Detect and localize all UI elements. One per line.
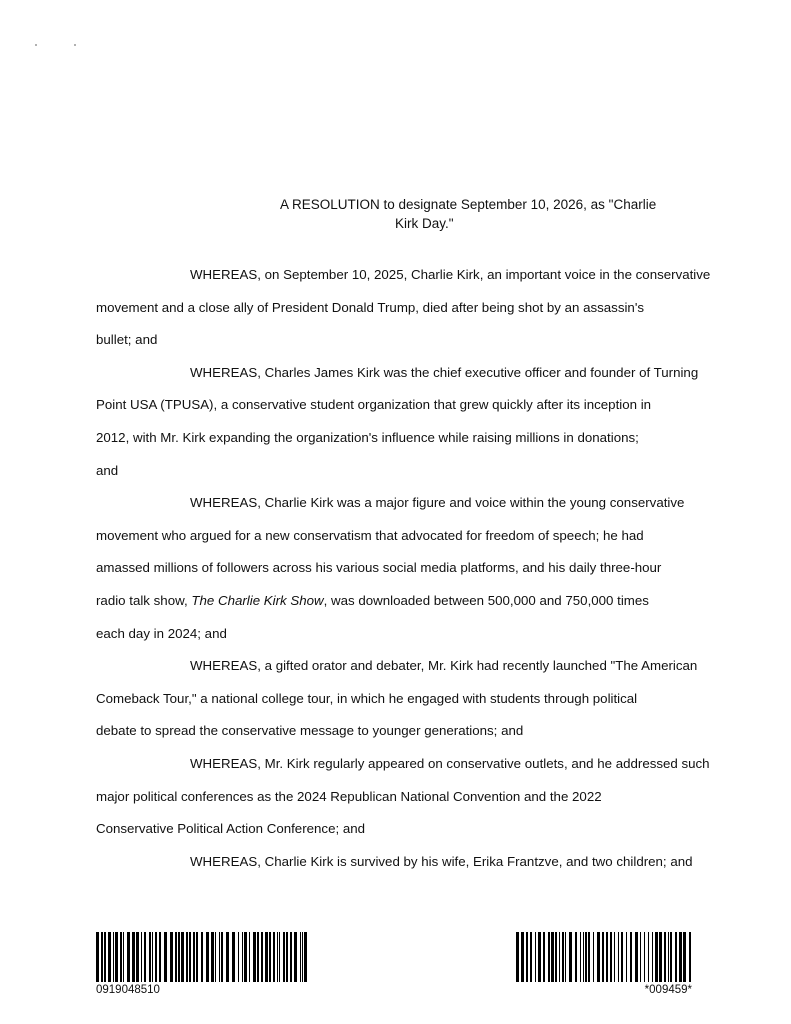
barcode-bar (181, 932, 184, 982)
barcode-bar (279, 932, 280, 982)
barcode-bar (261, 932, 263, 982)
text-line: WHEREAS, Charlie Kirk was a major figure and voice within the young conservative (190, 495, 685, 511)
barcode-bar (149, 932, 151, 982)
barcode-bar (551, 932, 554, 982)
barcode-bar (294, 932, 297, 982)
text-line: Comeback Tour," a national college tour, in which he engaged with students through political (96, 690, 638, 706)
barcode-bar (597, 932, 600, 982)
barcode-bar (269, 932, 271, 982)
barcode-bar (170, 932, 173, 982)
barcode-bar (141, 932, 142, 982)
barcode-bar (626, 932, 627, 982)
barcode-bar (277, 932, 278, 982)
barcode-right (516, 932, 692, 997)
text-line: each day in 2024; and (96, 625, 227, 641)
scan-speck (74, 44, 76, 46)
text-line: debate to spread the conservative message to younger generations; and (96, 723, 524, 739)
barcode-bar (521, 932, 524, 982)
barcode-bar (585, 932, 587, 982)
barcode-bar (606, 932, 608, 982)
barcode-bar (562, 932, 564, 982)
barcode-bar (538, 932, 541, 982)
barcode-bar (683, 932, 686, 982)
barcode-bar (96, 932, 99, 982)
barcode-bar (206, 932, 209, 982)
barcode-bar (300, 932, 301, 982)
barcode-bar (655, 932, 658, 982)
barcode-bar (516, 932, 519, 982)
barcode-bar (226, 932, 229, 982)
barcode-bar (569, 932, 572, 982)
barcode-icon (516, 932, 692, 982)
text-line: amassed millions of followers across his various social media platforms, and his daily three-hour (96, 560, 662, 576)
barcode-bar (152, 932, 153, 982)
barcode-bar (614, 932, 615, 982)
barcode-bar (644, 932, 645, 982)
barcode-bar (178, 932, 180, 982)
whereas-paragraph (96, 487, 706, 650)
text-line: WHEREAS, a gifted orator and debater, Mr. Kirk had recently launched "The American (190, 658, 698, 674)
barcode-bar (593, 932, 594, 982)
resolution-body (96, 259, 711, 878)
barcode-bar (113, 932, 114, 982)
text-line: bullet; and (96, 332, 158, 348)
title-line-1: A RESOLUTION to designate September 10, 2026, as "Charlie (280, 197, 657, 212)
text-segment: radio talk show, (96, 592, 192, 608)
barcode-bar (635, 932, 638, 982)
barcode-bar (232, 932, 235, 982)
barcode-bar (548, 932, 550, 982)
text-line: WHEREAS, Charles James Kirk was the chief executive officer and founder of Turning (190, 364, 699, 380)
barcode-bar (273, 932, 275, 982)
barcode-bar (186, 932, 188, 982)
barcode-bar (610, 932, 612, 982)
barcode-left (96, 932, 308, 997)
barcode-number: 0919048510 (96, 984, 160, 996)
barcode-bar (253, 932, 256, 982)
barcode-bar (108, 932, 111, 982)
barcode-bar (286, 932, 288, 982)
barcode-bar (664, 932, 666, 982)
barcode-bar (242, 932, 243, 982)
barcode-bar (304, 932, 307, 982)
barcode-bar (290, 932, 292, 982)
text-line (96, 585, 706, 618)
barcode-bar (104, 932, 106, 982)
barcode-bar (302, 932, 303, 982)
barcode-bar (630, 932, 632, 982)
barcode-bar (238, 932, 239, 982)
barcode-bar (659, 932, 662, 982)
text-line: WHEREAS, on September 10, 2025, Charlie Kirk, an important voice in the conservative (190, 267, 711, 282)
barcode-bar (670, 932, 672, 982)
text-line: movement who argued for a new conservatism that advocated for freedom of speech; he had (96, 527, 644, 543)
barcode-bar (144, 932, 146, 982)
barcode-number: *009459* (644, 984, 692, 996)
barcode-bar (559, 932, 560, 982)
barcode-bar (526, 932, 528, 982)
barcode-bar (530, 932, 532, 982)
barcode-bar (211, 932, 214, 982)
barcode-bar (640, 932, 641, 982)
barcode-bar (244, 932, 247, 982)
barcode-bar (555, 932, 557, 982)
barcode-bar (588, 932, 590, 982)
show-title: The Charlie Kirk Show (191, 592, 324, 608)
barcode-bar (249, 932, 250, 982)
text-segment: , was downloaded between 500,000 and 750,000 times (323, 592, 649, 608)
barcode-bar (155, 932, 157, 982)
barcode-bar (265, 932, 268, 982)
text-line: movement and a close ally of President Donald Trump, died after being shot by an assassin's (96, 299, 645, 315)
barcode-bar (648, 932, 649, 982)
barcode-bar (257, 932, 259, 982)
text-line: WHEREAS, Charlie Kirk is survived by his wife, Erika Frantzve, and two children; and (190, 853, 693, 869)
barcode-bar (189, 932, 191, 982)
barcode-bar (618, 932, 619, 982)
barcode-bar (602, 932, 604, 982)
whereas-paragraph (96, 748, 710, 846)
barcode-bar (132, 932, 135, 982)
barcode-bar (580, 932, 581, 982)
barcode-bar (221, 932, 223, 982)
text-line: WHEREAS, Mr. Kirk regularly appeared on conservative outlets, and he addressed such (190, 755, 710, 771)
whereas-paragraph (96, 357, 706, 487)
whereas-paragraph (96, 846, 706, 879)
barcode-bar (159, 932, 161, 982)
barcode-bar (196, 932, 198, 982)
barcode-bar (136, 932, 139, 982)
barcode-bar (679, 932, 682, 982)
barcode-bar (123, 932, 124, 982)
barcode-bar (164, 932, 167, 982)
barcode-bar (543, 932, 545, 982)
barcode-bar (668, 932, 669, 982)
barcode-bar (535, 932, 536, 982)
text-line: Conservative Political Action Conference; and (96, 821, 366, 837)
barcode-bar (583, 932, 584, 982)
whereas-paragraph (96, 650, 706, 748)
text-line: 2012, with Mr. Kirk expanding the organization's influence while raising millions in donations; (96, 429, 639, 445)
barcode-bar (120, 932, 122, 982)
barcode-bar (101, 932, 103, 982)
scan-speck (35, 44, 37, 46)
title-line-2: Kirk Day." (395, 216, 454, 231)
barcode-bar (219, 932, 220, 982)
resolution-title (280, 195, 700, 233)
text-line: and (96, 462, 119, 478)
barcode-icon (96, 932, 308, 982)
barcode-bar (575, 932, 577, 982)
whereas-paragraph (96, 259, 711, 357)
barcode-bar (675, 932, 677, 982)
barcode-bar (175, 932, 177, 982)
text-line: major political conferences as the 2024 Republican National Convention and the 2022 (96, 788, 602, 804)
barcode-bar (689, 932, 691, 982)
barcode-bar (565, 932, 566, 982)
barcode-bar (652, 932, 653, 982)
barcode-bar (621, 932, 623, 982)
barcode-bar (115, 932, 118, 982)
barcode-bar (127, 932, 130, 982)
barcode-bar (201, 932, 203, 982)
barcode-bar (193, 932, 195, 982)
text-line: Point USA (TPUSA), a conservative student organization that grew quickly after its inception in (96, 397, 652, 413)
barcode-bar (215, 932, 216, 982)
barcode-bar (283, 932, 285, 982)
